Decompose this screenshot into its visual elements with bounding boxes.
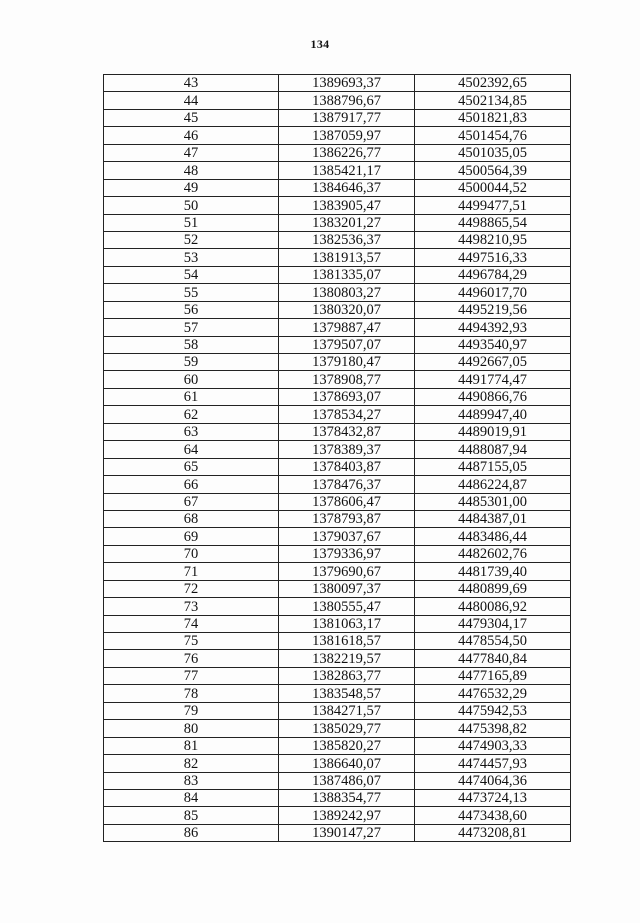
x-coordinate-cell: 1386226,77 [279, 144, 415, 161]
point-number-cell: 72 [104, 580, 279, 597]
point-number-cell: 78 [104, 685, 279, 702]
y-coordinate-cell: 4487155,05 [415, 458, 571, 475]
x-coordinate-cell: 1382219,57 [279, 650, 415, 667]
y-coordinate-cell: 4501454,76 [415, 127, 571, 144]
table-row [104, 109, 571, 126]
point-number-cell: 75 [104, 633, 279, 650]
y-coordinate-cell: 4497516,33 [415, 249, 571, 266]
y-coordinate-cell: 4473438,60 [415, 807, 571, 824]
point-number-cell: 86 [104, 824, 279, 841]
x-coordinate-cell: 1383548,57 [279, 685, 415, 702]
y-coordinate-cell: 4496017,70 [415, 284, 571, 301]
y-coordinate-cell: 4499477,51 [415, 197, 571, 214]
y-coordinate-cell: 4479304,17 [415, 615, 571, 632]
point-number-cell: 53 [104, 249, 279, 266]
point-number-cell: 49 [104, 179, 279, 196]
x-coordinate-cell: 1378403,87 [279, 458, 415, 475]
x-coordinate-cell: 1385029,77 [279, 720, 415, 737]
table-row [104, 580, 571, 597]
x-coordinate-cell: 1378908,77 [279, 371, 415, 388]
x-coordinate-cell: 1390147,27 [279, 824, 415, 841]
table-row [104, 720, 571, 737]
x-coordinate-cell: 1387059,97 [279, 127, 415, 144]
point-number-cell: 76 [104, 650, 279, 667]
x-coordinate-cell: 1378793,87 [279, 510, 415, 527]
table-row [104, 702, 571, 719]
y-coordinate-cell: 4498865,54 [415, 214, 571, 231]
y-coordinate-cell: 4492667,05 [415, 354, 571, 371]
x-coordinate-cell: 1379507,07 [279, 336, 415, 353]
point-number-cell: 70 [104, 545, 279, 562]
table-row [104, 354, 571, 371]
y-coordinate-cell: 4494392,93 [415, 319, 571, 336]
table-row [104, 807, 571, 824]
y-coordinate-cell: 4493540,97 [415, 336, 571, 353]
point-number-cell: 61 [104, 388, 279, 405]
y-coordinate-cell: 4480086,92 [415, 598, 571, 615]
table-row [104, 563, 571, 580]
table-row [104, 92, 571, 109]
table-row [104, 737, 571, 754]
y-coordinate-cell: 4495219,56 [415, 301, 571, 318]
x-coordinate-cell: 1387917,77 [279, 109, 415, 126]
table-row [104, 423, 571, 440]
x-coordinate-cell: 1378432,87 [279, 423, 415, 440]
table-row [104, 371, 571, 388]
point-number-cell: 46 [104, 127, 279, 144]
point-number-cell: 69 [104, 528, 279, 545]
y-coordinate-cell: 4478554,50 [415, 633, 571, 650]
y-coordinate-cell: 4475398,82 [415, 720, 571, 737]
point-number-cell: 67 [104, 493, 279, 510]
table-row [104, 266, 571, 283]
y-coordinate-cell: 4482602,76 [415, 545, 571, 562]
x-coordinate-cell: 1378693,07 [279, 388, 415, 405]
y-coordinate-cell: 4486224,87 [415, 476, 571, 493]
table-row [104, 249, 571, 266]
x-coordinate-cell: 1381913,57 [279, 249, 415, 266]
y-coordinate-cell: 4500044,52 [415, 179, 571, 196]
point-number-cell: 48 [104, 162, 279, 179]
table-row [104, 231, 571, 248]
y-coordinate-cell: 4476532,29 [415, 685, 571, 702]
x-coordinate-cell: 1389693,37 [279, 75, 415, 92]
point-number-cell: 74 [104, 615, 279, 632]
table-row [104, 144, 571, 161]
point-number-cell: 59 [104, 354, 279, 371]
x-coordinate-cell: 1378389,37 [279, 441, 415, 458]
x-coordinate-cell: 1389242,97 [279, 807, 415, 824]
y-coordinate-cell: 4498210,95 [415, 231, 571, 248]
point-number-cell: 77 [104, 667, 279, 684]
y-coordinate-cell: 4490866,76 [415, 388, 571, 405]
y-coordinate-cell: 4474903,33 [415, 737, 571, 754]
y-coordinate-cell: 4502134,85 [415, 92, 571, 109]
point-number-cell: 79 [104, 702, 279, 719]
y-coordinate-cell: 4474457,93 [415, 755, 571, 772]
table-row [104, 214, 571, 231]
point-number-cell: 62 [104, 406, 279, 423]
table-row [104, 493, 571, 510]
table-row [104, 528, 571, 545]
x-coordinate-cell: 1380555,47 [279, 598, 415, 615]
y-coordinate-cell: 4473724,13 [415, 789, 571, 806]
x-coordinate-cell: 1388354,77 [279, 789, 415, 806]
table-row [104, 615, 571, 632]
x-coordinate-cell: 1379887,47 [279, 319, 415, 336]
table-row [104, 441, 571, 458]
point-number-cell: 65 [104, 458, 279, 475]
x-coordinate-cell: 1378476,37 [279, 476, 415, 493]
point-number-cell: 68 [104, 510, 279, 527]
page-number: 134 [310, 37, 330, 51]
table-row [104, 75, 571, 92]
x-coordinate-cell: 1385820,27 [279, 737, 415, 754]
table-row [104, 598, 571, 615]
point-number-cell: 73 [104, 598, 279, 615]
x-coordinate-cell: 1388796,67 [279, 92, 415, 109]
point-number-cell: 51 [104, 214, 279, 231]
point-number-cell: 55 [104, 284, 279, 301]
point-number-cell: 64 [104, 441, 279, 458]
table-row [104, 388, 571, 405]
y-coordinate-cell: 4474064,36 [415, 772, 571, 789]
y-coordinate-cell: 4501035,05 [415, 144, 571, 161]
x-coordinate-cell: 1381618,57 [279, 633, 415, 650]
x-coordinate-cell: 1379180,47 [279, 354, 415, 371]
y-coordinate-cell: 4473208,81 [415, 824, 571, 841]
table-row [104, 458, 571, 475]
table-row [104, 179, 571, 196]
table-row [104, 319, 571, 336]
point-number-cell: 60 [104, 371, 279, 388]
point-number-cell: 83 [104, 772, 279, 789]
x-coordinate-cell: 1382536,37 [279, 231, 415, 248]
point-number-cell: 43 [104, 75, 279, 92]
y-coordinate-cell: 4502392,65 [415, 75, 571, 92]
point-number-cell: 56 [104, 301, 279, 318]
x-coordinate-cell: 1386640,07 [279, 755, 415, 772]
table-row [104, 650, 571, 667]
point-number-cell: 50 [104, 197, 279, 214]
table-row [104, 127, 571, 144]
table-row [104, 633, 571, 650]
y-coordinate-cell: 4477840,84 [415, 650, 571, 667]
x-coordinate-cell: 1379336,97 [279, 545, 415, 562]
coordinates-table [103, 74, 571, 842]
y-coordinate-cell: 4496784,29 [415, 266, 571, 283]
y-coordinate-cell: 4491774,47 [415, 371, 571, 388]
table-row [104, 197, 571, 214]
y-coordinate-cell: 4477165,89 [415, 667, 571, 684]
table-row [104, 162, 571, 179]
point-number-cell: 44 [104, 92, 279, 109]
table-row [104, 284, 571, 301]
x-coordinate-cell: 1379037,67 [279, 528, 415, 545]
point-number-cell: 57 [104, 319, 279, 336]
table-row [104, 685, 571, 702]
x-coordinate-cell: 1383201,27 [279, 214, 415, 231]
table-row [104, 824, 571, 841]
y-coordinate-cell: 4484387,01 [415, 510, 571, 527]
x-coordinate-cell: 1381063,17 [279, 615, 415, 632]
point-number-cell: 52 [104, 231, 279, 248]
table-row [104, 510, 571, 527]
x-coordinate-cell: 1380803,27 [279, 284, 415, 301]
x-coordinate-cell: 1380320,07 [279, 301, 415, 318]
y-coordinate-cell: 4488087,94 [415, 441, 571, 458]
x-coordinate-cell: 1387486,07 [279, 772, 415, 789]
x-coordinate-cell: 1385421,17 [279, 162, 415, 179]
x-coordinate-cell: 1379690,67 [279, 563, 415, 580]
point-number-cell: 66 [104, 476, 279, 493]
point-number-cell: 47 [104, 144, 279, 161]
x-coordinate-cell: 1384271,57 [279, 702, 415, 719]
x-coordinate-cell: 1380097,37 [279, 580, 415, 597]
point-number-cell: 71 [104, 563, 279, 580]
x-coordinate-cell: 1382863,77 [279, 667, 415, 684]
x-coordinate-cell: 1381335,07 [279, 266, 415, 283]
y-coordinate-cell: 4480899,69 [415, 580, 571, 597]
y-coordinate-cell: 4483486,44 [415, 528, 571, 545]
table-row [104, 789, 571, 806]
table-row [104, 755, 571, 772]
point-number-cell: 85 [104, 807, 279, 824]
point-number-cell: 63 [104, 423, 279, 440]
point-number-cell: 80 [104, 720, 279, 737]
table-row [104, 406, 571, 423]
x-coordinate-cell: 1384646,37 [279, 179, 415, 196]
x-coordinate-cell: 1383905,47 [279, 197, 415, 214]
table-row [104, 336, 571, 353]
point-number-cell: 54 [104, 266, 279, 283]
y-coordinate-cell: 4489947,40 [415, 406, 571, 423]
y-coordinate-cell: 4475942,53 [415, 702, 571, 719]
y-coordinate-cell: 4489019,91 [415, 423, 571, 440]
y-coordinate-cell: 4485301,00 [415, 493, 571, 510]
table-row [104, 667, 571, 684]
coordinates-table-body [104, 75, 571, 842]
point-number-cell: 84 [104, 789, 279, 806]
x-coordinate-cell: 1378606,47 [279, 493, 415, 510]
table-row [104, 545, 571, 562]
y-coordinate-cell: 4500564,39 [415, 162, 571, 179]
point-number-cell: 81 [104, 737, 279, 754]
point-number-cell: 45 [104, 109, 279, 126]
y-coordinate-cell: 4481739,40 [415, 563, 571, 580]
point-number-cell: 58 [104, 336, 279, 353]
y-coordinate-cell: 4501821,83 [415, 109, 571, 126]
table-row [104, 301, 571, 318]
point-number-cell: 82 [104, 755, 279, 772]
table-row [104, 772, 571, 789]
table-row [104, 476, 571, 493]
x-coordinate-cell: 1378534,27 [279, 406, 415, 423]
coordinates-table-container [103, 74, 570, 842]
